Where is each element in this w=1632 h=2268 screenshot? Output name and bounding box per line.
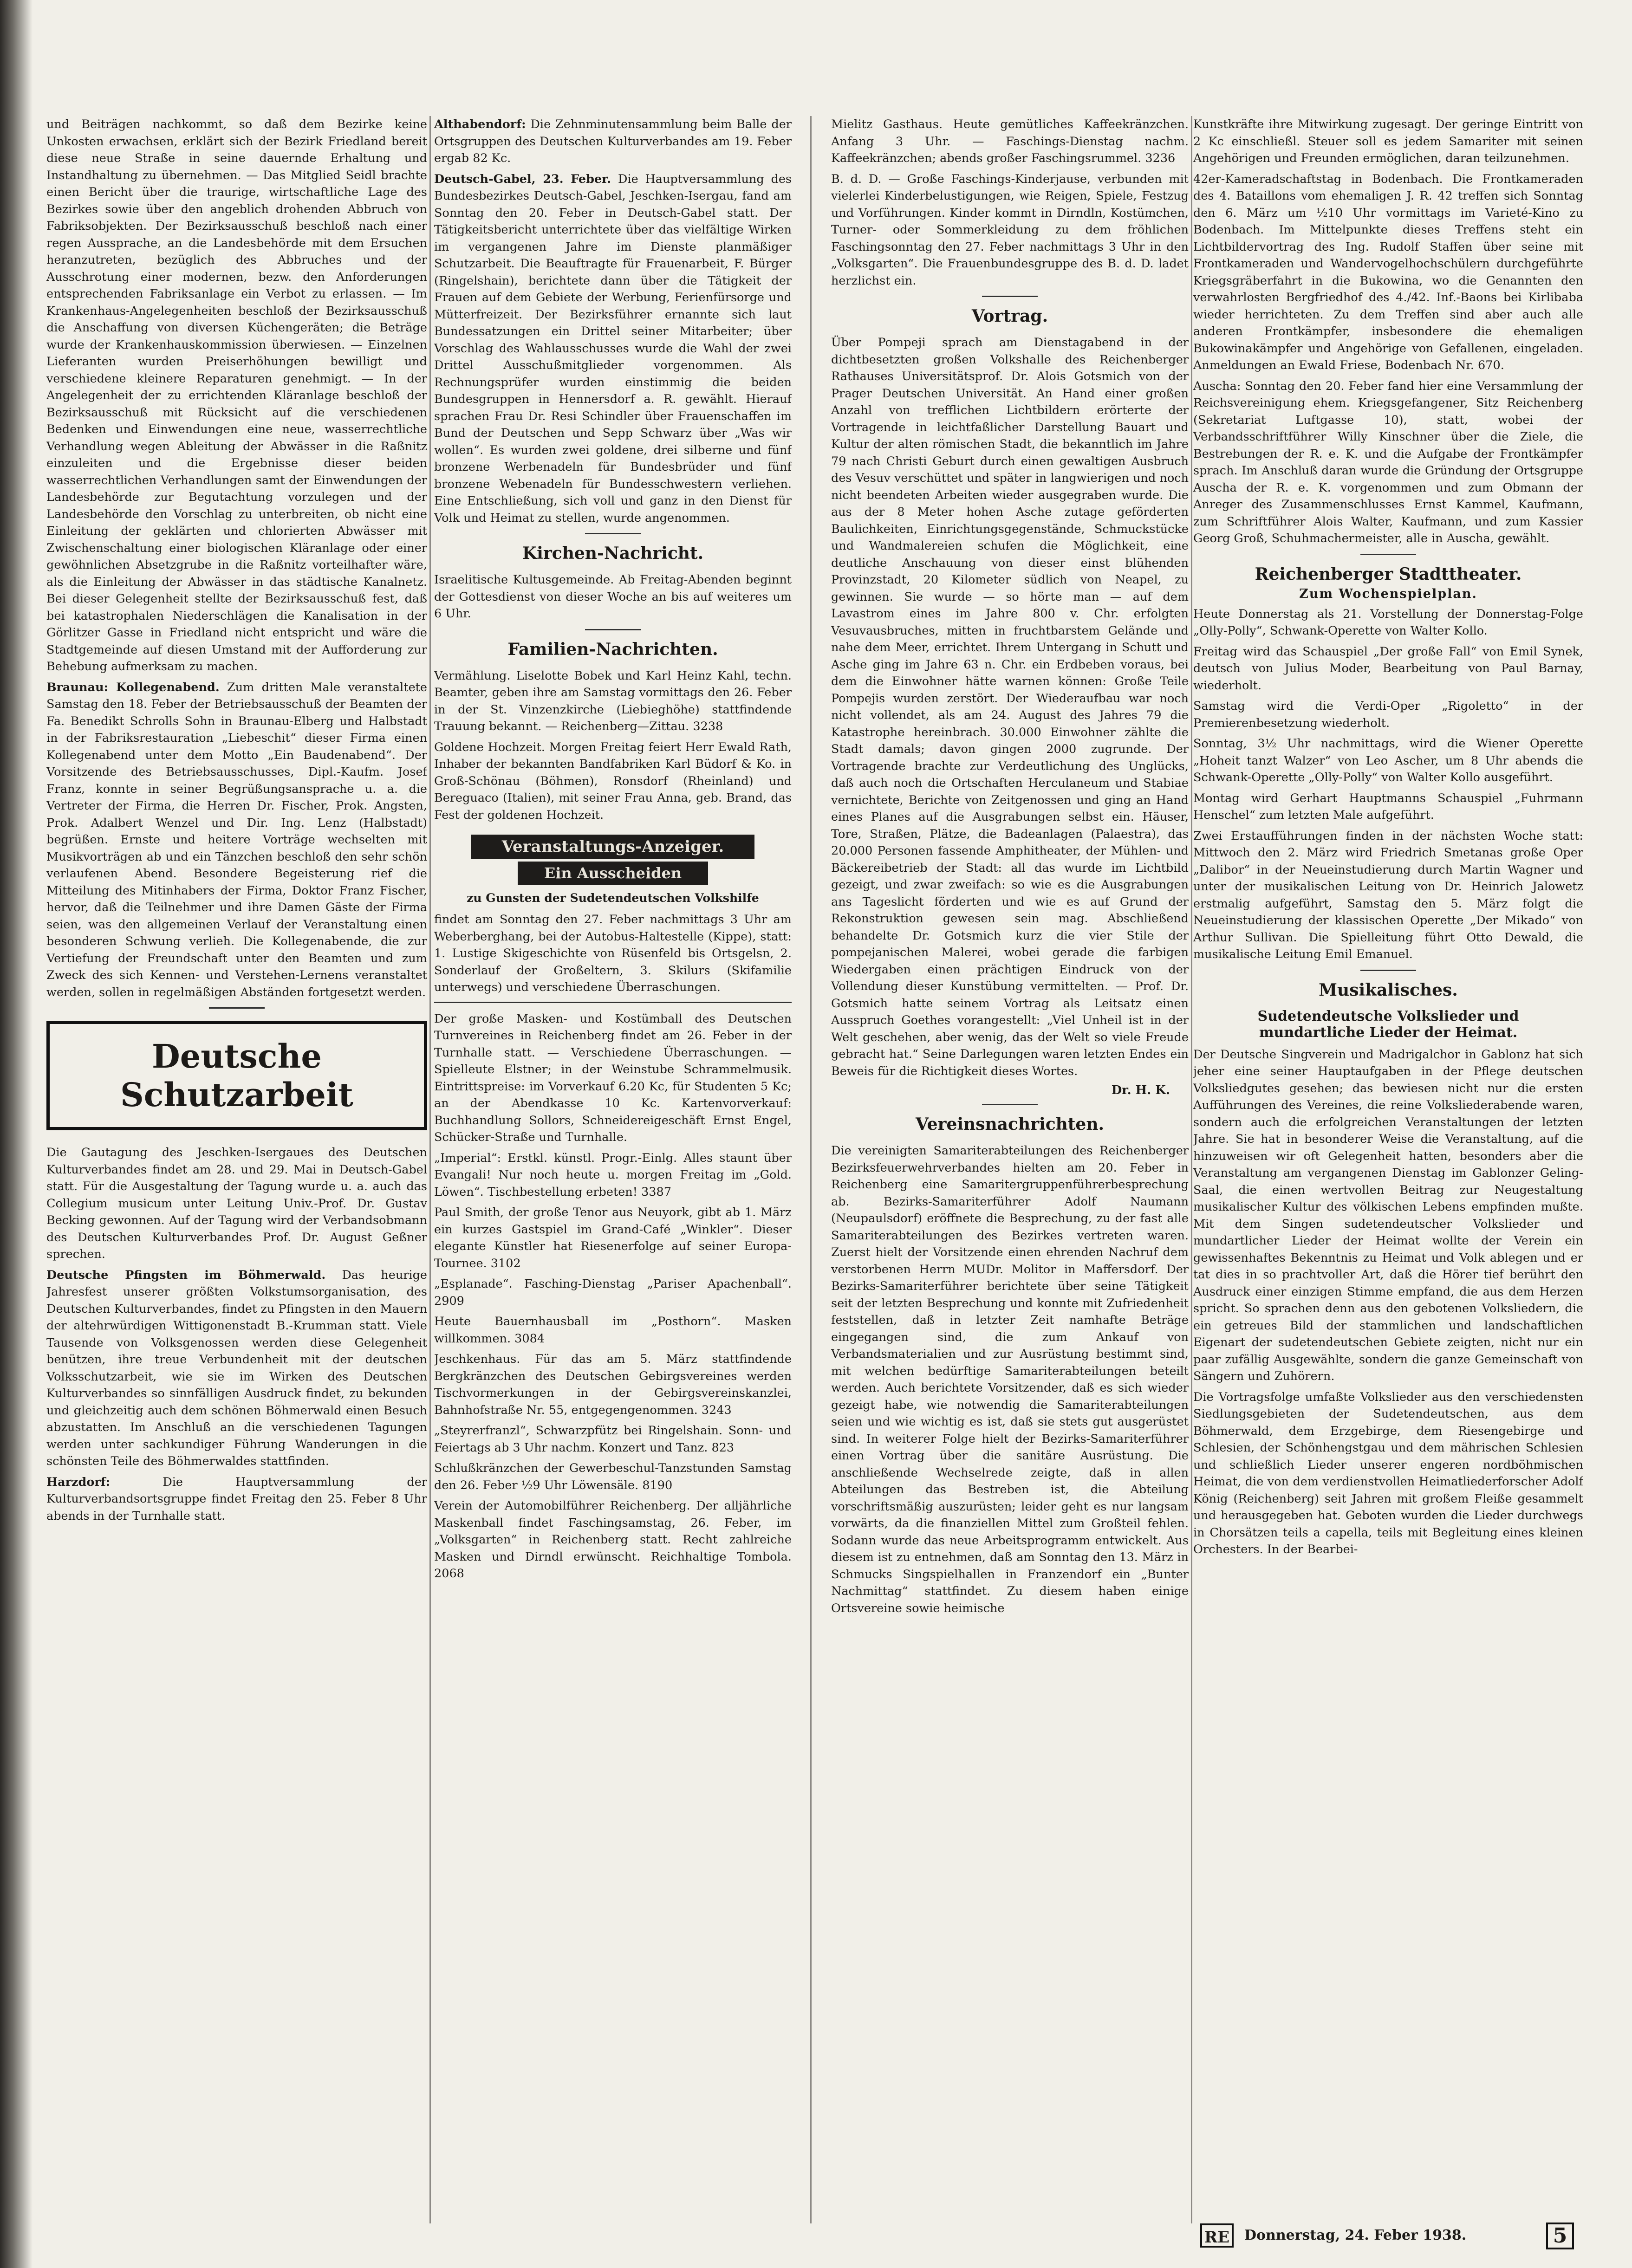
article-braunau-lead: Braunau: Kollegenabend. xyxy=(46,680,220,694)
heading-stadttheater: Reichenberger Stadttheater. xyxy=(1255,564,1522,584)
article-kameradschaftstag: 42er-Kameradschaftstag in Bodenbach. Die Frontkameraden des 4. Bataillons vom ehemaligen J. R. 42 treffen sich Sonntag den 6. März um ½10 Uhr vormittags im Varieté-Kino zu Bodenbach. Im Mittelpunkte dieses Treffens steht ein Lichtbildervortrag des Ing. Rudolf Staffen über seine mit Frontkameraden und Wandervogelhochschülern durchgeführte Kriegsgräberfahrt in die Bukowina, wo die Genannten den verwahrlosten Bergfriedhof des 4./42. Inf.-Baons bei Kirlibaba wieder herrichteten. Zu dem Treffen sind aber auch alle anderen Frontkämpfer, insbesondere die ehemaligen Bukowinakämpfer und Angehörige von Gefallenen, eingeladen. Anmeldungen an Ewald Friese, Bodenbach Nr. 670. xyxy=(1193,172,1583,372)
column-divider xyxy=(429,116,431,2223)
section-box-schutzarbeit xyxy=(46,1021,427,1130)
event-kostuemball: Der große Masken- und Kostümball des Deutschen Turnvereines in Reichenberg findet am 26. Feber in der Turnhalle statt. — Verschiedene Überraschungen. — Spielleute Elstner; in der Weinstube Schrammelmusik. Eintrittspreise: im Vorverkauf 6.20 Kc, für Studenten 5 Kc; an der Abendkasse 10 Kc. Kartenvorverkauf: Buchhandlung Sollors, Schneidereigeschäft Ernst Engel, Schücker-Straße und Turnhalle. xyxy=(434,1011,792,1144)
event-steyrerfranzl: „Steyrerfranzl“, Schwarzpfütz bei Ringelshain. Sonn- und Feiertags ab 3 Uhr nachm. Konzert und Tanz. 823 xyxy=(434,1424,792,1455)
column-divider xyxy=(810,116,812,2223)
event-paul-smith: Paul Smith, der große Tenor aus Neuyork, gibt ab 1. März ein kurzes Gastspiel im Grand-Café „Winkler“. Dieser elegante Künstler hat Riesenerfolge auf seiner Europa-Tournee. 3102 xyxy=(434,1205,792,1270)
article-pfingsten-text: Das heurige Jahresfest unserer größten Volkstumsorganisation, des Deutschen Kulturverbandes, findet zu Pfingsten in den Mauern der altehrwürdigen Wittigonenstadt B.-Krumman statt. Viele Tausende von Volksgenossen werden diese Gelegenheit benützen, ihre treue Verbundenheit mit der deutschen Volksschutzarbeit, wie sie im Wirken des Deutschen Kulturverbandes so sinnfälligen Ausdruck findet, zu bekunden und gleichzeitig auch dem schönen Böhmerwald einen Besuch abzustatten. Im Anschluß an die verschiedenen Tagungen werden unter sachkundiger Führung Wanderungen in die schönsten Teile des Böhmerwaldes stattfinden. xyxy=(46,1268,427,1468)
separator xyxy=(209,1007,265,1009)
heading-musikalisches: Musikalisches. xyxy=(1319,980,1458,1000)
subheading-volkshilfe: zu Gunsten der Sudetendeutschen Volkshilfe xyxy=(467,891,759,905)
subheading-volkslieder-1: Sudetendeutsche Volkslieder und xyxy=(1257,1008,1519,1024)
article-signature: Dr. H. K. xyxy=(1111,1083,1170,1097)
article-althabendorf-lead: Althabendorf: xyxy=(434,117,526,131)
heading-vereinsnachrichten: Vereinsnachrichten. xyxy=(915,1115,1105,1134)
separator xyxy=(982,296,1038,297)
article-braunau-text: Zum dritten Male veranstaltete Samstag den 18. Feber der Betriebsausschuß der Beamten der Fa. Benedikt Schrolls Sohn in Braunau-Elberg und Halbstadt in der Fabriksrestauration „Liebeschit“ dieser Firma einen Kollegenabend unter dem Motto „Ein Baudenabend“. Der Vorsitzende des Betriebsausschusses, Dipl.-Kaufm. Josef Franz, konnte in seiner Begrüßungsansprache u. a. die Vertreter der Firma, die Herren Dr. Fischer, Prok. Angsten, Prok. Adalbert Wenzel und Dir. Ing. Lenz (Halbstadt) begrüßen. Ernste und heitere Vorträge wechselten mit Musikvorträgen ab und ein Tänzchen beschloß den sehr schön verlaufenen Abend. Besondere Begeisterung rief die Mitteilung des Mitinhabers der Firma, Doktor Franz Fischer, hervor, daß die Teilnehmer und ihre Damen Gäste der Firma seien, was den allgemeinen Verlauf der Veranstaltung einen besonderen Schwung verlieh. Die Kollegenabende, die zur Vertiefung der Freundschaft unter den Beamten und zum Zweck des sich Kennen- und Verstehen-Lernens veranstaltet werden, sollen in regelmäßigen Abständen fortgesetzt werden. xyxy=(46,680,427,999)
column-4 xyxy=(1193,116,1583,2158)
issue-date: Donnerstag, 24. Feber 1938. xyxy=(1244,2227,1467,2243)
article-pfingsten-lead: Deutsche Pfingsten im Böhmerwald. xyxy=(46,1268,326,1282)
column-3 xyxy=(831,116,1189,2223)
event-bdd-kinderjause: B. d. D. — Große Faschings-Kinderjause, verbunden mit vielerlei Kinderbelustigungen, wie Reigen, Spiele, Festzug und Vorführungen. Kinder kommt in Dirndln, Kostümchen, Turner- oder Sommerkleidung zu dem fröhlichen Faschingsonntag den 27. Feber nachmittags 3 Uhr in den „Volksgarten“. Die Frauenbundesgruppe des B. d. D. ladet herzlichst ein. xyxy=(831,172,1189,288)
event-weberberghang: findet am Sonntag den 27. Feber nachmittags 3 Uhr am Weberberghang, bei der Autobus-Haltestelle (Kippe), statt: 1. Lustige Skigeschichte von Rüsenfeld bis Ortsgelsn, 2. Sonderlauf der Großeltern, 3. Skilurs (Skifamilie unterwegs) und verschiedene Überraschungen. xyxy=(434,913,792,994)
separator xyxy=(585,533,641,534)
article-samariter-cont: Kunstkräfte ihre Mitwirkung zugesagt. Der geringe Eintritt von 2 Kc einschließl. Steuer soll es jedem Samariter mit seinen Angehörigen und Freunden ermöglichen, daran teilzunehmen. xyxy=(1193,117,1583,165)
article-braunau xyxy=(46,679,427,1001)
heading-veranstaltungs-anzeiger: Veranstaltungs-Anzeiger. xyxy=(471,835,754,859)
separator xyxy=(434,1002,792,1003)
article-althabendorf xyxy=(434,116,792,167)
event-bauernhausball: Heute Bauernhausball im „Posthorn“. Masken willkommen. 3084 xyxy=(434,1315,792,1346)
separator xyxy=(1360,970,1416,971)
article-deutsch-gabel-text: Die Hauptversammlung des Bundesbezirkes Deutsch-Gabel, Jeschken-Isergau, fand am Sonntag den 20. Feber in Deutsch-Gabel statt. Der Tätigkeitsbericht unterrichtete über das vielfältige Wirken im vergangenen Jahre im Dienste planmäßiger Schutzarbeit. Die Beauftragte für Frauenarbeit, F. Bürger (Ringelshain), berichtete dann über die Tätigkeit der Frauen auf dem Gebiete der Werbung, Ferienfürsorge und Mütterfreizeit. Der Bezirksführer ernannte sich laut Bundessatzungen ein Drittel seiner Mitarbeiter; über Vorschlag des Wahlausschusses wurde die Wahl der zwei Drittel Ausschußmitglieder vorgenommen. Als Rechnungsprüfer wurden einstimmig die beiden Bundesgruppen in Hennersdorf a. R. gewählt. Hierauf sprachen Frau Dr. Resi Schindler über Frauenschaffen im Bund der Deutschen und Sepp Schwarz über „Was wir wollen“. Es wurden zwei goldene, drei silberne und fünf bronzene Werbenadeln für Bundesbrüder und fünf bronzene Webenadeln für Bundesschwestern verliehen. Eine Entschließung, sich voll und ganz in den Dienst für Volk und Heimat zu stellen, wurde angenommen. xyxy=(434,172,792,525)
event-automobilfuehrer: Verein der Automobilführer Reichenberg. Der alljährliche Maskenball findet Faschingsamstag, 26. Feber, im „Volksgarten“ in Reichenberg statt. Recht zahlreiche Masken und Dirndl erwünscht. Reichhaltige Tombola. 2068 xyxy=(434,1499,792,1581)
notice-vermaehlung: Vermählung. Liselotte Bobek und Karl Heinz Kahl, techn. Beamter, geben ihre am Samstag vormittags den 26. Feber in der St. Vinzenzkirche (Liebieghöhe) stattfindende Trauung bekannt. — Reichenberg—Zittau. 3238 xyxy=(434,668,792,733)
heading-familien-nachrichten: Familien-Nachrichten. xyxy=(507,639,718,659)
section-title-schutzarbeit: Deutsche Schutzarbeit xyxy=(120,1037,353,1114)
article-harzdorf-text: Die Hauptversammlung der Kulturverbandsortsgruppe findet Freitag den 25. Feber 8 Uhr abends in der Turnhalle statt. xyxy=(46,1475,427,1523)
heading-vortrag: Vortrag. xyxy=(971,306,1048,326)
article-pfingsten xyxy=(46,1267,427,1470)
article-vortragsfolge: Die Vortragsfolge umfaßte Volkslieder aus den verschiedensten Siedlungsgebieten der Sudetendeutschen, aus dem Böhmerwald, dem Erzgebirge, dem Riesengebirge und Schlesien, der Schönhengstgau und dem mährischen Schlesien und schließlich Lieder unserer engeren nordböhmischen Heimat, die von dem verdienstvollen Heimatliederforscher Adolf König (Reichenberg) seit Jahren mit großem Fleiße gesammelt und herausgegeben hat. Geboten wurden die Lieder durchwegs in Chorsätzen teils a capella, teils mit Begleitung eines kleinen Orchesters. In der Bearbei- xyxy=(1193,1390,1583,1556)
article-harzdorf xyxy=(46,1474,427,1525)
column-1 xyxy=(46,116,427,2223)
notice-goldene-hochzeit: Goldene Hochzeit. Morgen Freitag feiert Herr Ewald Rath, Inhaber der bekannten Bandfabriken Karl Büdorf & Ko. in Groß-Schönau (Böhmen), Ronsdorf (Rheinland) und Bereguaco (Italien), mit seiner Frau Anna, geb. Brand, das Fest der goldenen Hochzeit. xyxy=(434,740,792,822)
theater-sonntag: Sonntag, 3½ Uhr nachmittags, wird die Wiener Operette „Hoheit tanzt Walzer“ von Leo Ascher, um 8 Uhr abends die Schwank-Operette „Olly-Polly“ von Walter Kollo ausgeführt. xyxy=(1193,737,1583,784)
article-gautagung: Die Gautagung des Jeschken-Isergaues des Deutschen Kulturverbandes findet am 28. und 29. Mai in Deutsch-Gabel statt. Für die Ausgestaltung der Tagung wurde u. a. auch das Collegium musicum unter Leitung Univ.-Prof. Dr. Gustav Becking gewonnen. Auf der Tagung wird der Verbandsobmann des Deutschen Kulturverbandes Prof. Dr. August Geßner sprechen. xyxy=(46,1146,427,1261)
theater-montag: Montag wird Gerhart Hauptmanns Schauspiel „Fuhrmann Henschel“ zum letzten Male aufgeführt. xyxy=(1193,791,1583,822)
article-althabendorf-text: Die Zehnminutensammlung beim Balle der Ortsgruppen des Deutschen Kulturverbandes am 19. Feber ergab 82 Kc. xyxy=(434,117,792,165)
heading-kirchen-nachricht: Kirchen-Nachricht. xyxy=(522,544,704,563)
column-2 xyxy=(434,116,792,2223)
column-divider xyxy=(1191,116,1192,2223)
article-singverein: Der Deutsche Singverein und Madrigalchor in Gablonz hat sich jeher eine seiner Hauptaufgaben in der Pflege deutschen Volksliedgutes gesehen; das bewiesen nicht nur die ersten Aufführungen des Vereines, die reine Volksliederabende waren, sondern auch die erfolgreichen Veranstaltungen der letzten Jahre. Sie hat in besonderer Weise die Veranstaltung, auf die hinzuweisen wir oft Gelegenheit hatten, besonders aber die Veranstaltung am vergangenen Dienstag im Gablonzer Geling-Saal, die einen wertvollen Beitrag zur Neugestaltung musikalischer Kultur des völkischen Lebens empfinden mußte. Mit dem Singen sudetendeutscher Volkslieder und mundartlicher Lieder der Heimat wollte der Verein ein gewissenhaftes Bekenntnis zu Heimat und Volk ablegen und er tat dies in so prachtvoller Art, daß die Hörer tief berührt den Ausdruck einer einzigen Stimme empfand, die aus dem Herzen spricht. So sprachen denn aus den gebotenen Volksliedern, die ein getreues Bild der stammlichen und landschaftlichen Eigenart der sudetendeutschen Gebiete zeigten, nicht nur ein paar zufällig Ausgewählte, sondern die ganze Gemeinschaft von Sängern und Zuhörern. xyxy=(1193,1047,1583,1383)
event-esplanade: „Esplanade“. Fasching-Dienstag „Pariser Apachenball“. 2909 xyxy=(434,1277,792,1308)
article-auscha: Auscha: Sonntag den 20. Feber fand hier eine Versammlung der Reichsvereinigung ehem. Kriegsgefangener, Sitz Reichenberg (Sekretariat Luftgasse 10), statt, wobei der Verbandsschriftführer Willy Kinschner über die Ziele, die Bestrebungen der R. e. K. und die Aufgabe der Frontkämpfer sprach. Im Anschluß daran wurde die Gründung der Ortsgruppe Auscha der R. e. K. vorgenommen und zum Obmann der Anreger des Zusammenschlusses Ernst Kammel, Kaufmann, zum Schriftführer Alois Walter, Kaufmann, und zum Kassier Georg Groß, Schuhmachermeister, alle in Auscha, gewählt. xyxy=(1193,379,1583,545)
heading-ausscheiden: Ein Ausscheiden xyxy=(518,862,708,885)
theater-samstag: Samstag wird die Verdi-Oper „Rigoletto“ in der Premierenbesetzung wiederholt. xyxy=(1193,699,1583,730)
article-deutsch-gabel xyxy=(434,171,792,527)
article-deutsch-gabel-lead: Deutsch-Gabel, 23. Feber. xyxy=(434,172,611,186)
article-samariter: Die vereinigten Samariterabteilungen des Reichenberger Bezirksfeuerwehrverbandes hielten am 20. Feber in Reichenberg eine Samaritergruppenführerbesprechung ab. Bezirks-Samariterführer Adolf Naumann (Neupaulsdorf) eröffnete die Besprechung, zu der fast alle Samariterabteilungen des Bezirkes vertreten waren. Zuerst hielt der Vorsitzende einen ehrenden Nachruf dem verstorbenen Herrn MUDr. Molitor in Maffersdorf. Der Bezirks-Samariterführer berichtete über seine Tätigkeit seit der letzten Besprechung und konnte mit Zufriedenheit feststellen, daß in letzter Zeit namhafte Beträge eingegangen sind, die zum Ankauf von Verbandsmaterialien und zur Ausrüstung bestimmt sind, mit welchen bedürftige Samariterabteilungen beteilt werden. Auch berichtete Vorsitzender, daß es sich wieder gezeigt habe, wie notwendig die Samariterabteilungen seien und wie wichtig es ist, daß sie stets gut ausgerüstet sind. In weiterer Folge hielt der Bezirks-Samariterführer einen Vortrag über die sanitäre Ausrüstung. Die anschließende Wechselrede zeigte, daß in allen Abteilungen das Bestreben ist, die Abteilung vorschriftsmäßig auszurüsten; leider geht es nur langsam vorwärts, da die finanziellen Mittel zum Großteil fehlen. Sodann wurde das neue Arbeitsprogramm entwickelt. Aus diesem ist zu entnehmen, daß am Sonntag den 13. März in Schmucks Singspielhallen in Franzendorf ein „Bunter Nachmittag“ stattfindet. Zu diesem haben einige Ortsvereine sowie heimische xyxy=(831,1144,1189,1615)
article-pompeji: Über Pompeji sprach am Dienstagabend in der dichtbesetzten großen Volkshalle des Reichenberger Rathauses Universitätsprof. Dr. Alois Gotsmich von der Prager Deutschen Universität. An Hand einer großen Anzahl von trefflichen Lichtbildern erörterte der Vortragende in leichtfaßlicher Darstellung Bauart und Kultur der alten römischen Stadt, die bekanntlich im Jahre 79 nach Christi Geburt durch einen gewaltigen Ausbruch des Vesuv verschüttet und später in langwierigen und noch nicht beendeten Arbeiten wieder ausgegraben wurde. Die aus der 8 Meter hohen Asche zutage geförderten Baulichkeiten, Einrichtungsgegenstände, Schmuckstücke und Wandmalereien schufen die Möglichkeit, eine deutliche Anschauung von dieser einst blühenden Provinzstadt, 20 Kilometer südlich von Neapel, zu gewinnen. Sie wurde — so hörte man — auf dem Lavastrom eines im Jahre 800 v. Chr. erfolgten Vesuvausbruches, mitten in fruchtbarstem Gelände und nahe dem Meer, errichtet. Ihrem Untergang in Schutt und Asche ging im Jahre 63 n. Chr. ein Erdbeben voraus, bei dem die Einwohner hätte warnen können: Große Teile Pompejis wurden zerstört. Der Wiederaufbau war noch nicht vollendet, als am 24. August des Jahres 79 die Katastrophe hereinbrach. 30.000 Einwohner zählte die Stadt damals; davon gingen 2000 zugrunde. Der Vortragende brachte zur Verdeutlichung des Unglücks, daß auch noch die Ortschaften Herculaneum und Stabiae vernichtete, Berichte von Zeitgenossen und ging an Hand eines Planes auf die Ausgrabungen selbst ein. Häuser, Tore, Straßen, Plätze, die Badeanlagen (Palaestra), das 20.000 Personen fassende Amphitheater, der Mühlen- und Bäckereibetrieb der Stadt: all das wurde im Lichtbild gezeigt, und zwar zweifach: so wie es die Ausgrabungen ans Tageslicht förderten und wie es auf Grund der Rekonstruktion gewesen sein mag. Abschließend behandelte Dr. Gotsmich kurz die vier Stile der pompejanischen Malerei, wobei gerade die farbigen Wiedergaben einen prächtigen Eindruck von der Vollendung dieser Kunstübung vermittelten. — Prof. Dr. Gotsmich hatte seinem Vortrag als Leitsatz einen Ausspruch Goethes vorangestellt: „Viel Unheil ist in der Welt geschehen, aber wenig, das der Welt so viele Freude gebracht hat.“ Seine Darlegungen waren letzten Endes ein Beweis für die Richtigkeit dieses Wortes. xyxy=(831,336,1189,1078)
separator xyxy=(1360,554,1416,555)
theater-donnerstag: Heute Donnerstag als 21. Vorstellung der Donnerstag-Folge „Olly-Polly“, Schwank-Operette von Walter Kollo. xyxy=(1193,607,1583,638)
article-harzdorf-lead: Harzdorf: xyxy=(46,1475,111,1489)
page-footer xyxy=(1200,2223,1586,2251)
theater-freitag: Freitag wird das Schauspiel „Der große Fall“ von Emil Synek, deutsch von Julius Moder, Bearbeitung von Paul Barnay, wiederholt. xyxy=(1193,644,1583,693)
separator xyxy=(585,629,641,630)
subheading-wochenspielplan: Zum Wochenspielplan. xyxy=(1299,586,1477,601)
event-imperial: „Imperial“: Erstkl. künstl. Progr.-Einlg. Alles staunt über Evangali! Nur noch heute u. morgen Freitag im „Gold. Löwen“. Tischbestellung erbeten! 3387 xyxy=(434,1151,792,1199)
theater-erstauffuehrungen: Zwei Erstaufführungen finden in der nächsten Woche statt: Mittwoch den 2. März wird Friedrich Smetanas große Oper „Dalibor“ in der Neueinstudierung durch Martin Wagner und unter der musikalischen Leitung von Dr. Heinrich Jalowetz erstmalig aufgeführt, Samstag den 5. März folgt die Neueinstudierung der klassischen Operette „Der Mikado“ von Arthur Sullivan. Die Spielleitung führt Otto Dewald, die musikalische Leitung Emil Emanuel. xyxy=(1193,829,1583,961)
publication-logo: RE xyxy=(1200,2223,1234,2248)
article-kultusgemeinde: Israelitische Kultusgemeinde. Ab Freitag-Abenden beginnt der Gottesdienst von dieser Woche an bis auf weiteres um 6 Uhr. xyxy=(434,573,792,621)
article-bezirk-text: und Beiträgen nachkommt, so daß dem Bezirke keine Unkosten erwachsen, erklärt sich der Bezirk Friedland bereit diese neue Straße in seine dauernde Erhaltung und Instandhaltung zu übernehmen. — Das Mitglied Seidl brachte einen Bericht über die traurige, wirtschaftliche Lage des Bezirkes sowie über den angeblich drohenden Abbruch von Fabriksobjekten. Der Bezirksausschuß beschloß nach einer regen Aussprache, an die Landesbehörde mit dem Ersuchen heranzutreten, bezüglich des Abbruches und der Ausschrotung einer modernen, bezw. den Anforderungen entsprechenden Fabriksanlage ein Verbot zu erlassen. — Im Krankenhaus-Angelegenheiten beschloß der Bezirksausschuß die Anschaffung von diversen Küchengeräten; die Beträge wurde der Krankenhauskommission überwiesen. — Einzelnen Lieferanten wurden Preiserhöhungen bewilligt und verschiedene kleinere Reparaturen genehmigt. — In der Angelegenheit der zu errichtenden Kläranlage beschloß der Bezirksausschuß mit Rücksicht auf die verschiedenen Bedenken und Einwendungen eine neue, wasserrechtliche Verhandlung wegen Ableitung der Abwässer in die Raßnitz einzuleiten und die Ergebnisse dieser beiden wasserrechtlichen Verhandlungen samt der Einwendungen der Landesbehörde zur Begutachtung vorzulegen und der Landesbehörde den Vorschlag zu unterbreiten, ob nicht eine Einleitung der geklärten und chlorierten Abwässer mit Zwischenschaltung einer biologischen Kläranlage oder einer gewöhnlichen Absetzgrube in die Raßnitz vorteilhafter wäre, als die Einleitung der Abwässer in das städtische Kanalnetz. Bei dieser Gelegenheit stellte der Bezirksausschuß fest, daß bei katastrophalen Niederschlägen die Kanalisation in der Görlitzer Gasse in Friedland nicht entspricht und wäre die Stadtgemeinde auf diesen Umstand mit der Aufforderung zur Behebung aufmerksam zu machen. xyxy=(46,117,427,674)
page-number: 5 xyxy=(1546,2223,1574,2249)
event-mielitz-gasthaus: Mielitz Gasthaus. Heute gemütliches Kaffeekränzchen. Anfang 3 Uhr. — Faschings-Dienstag nachm. Kaffeekränzchen; abends großer Faschingsrummel. 3236 xyxy=(831,117,1189,165)
separator xyxy=(982,1104,1038,1105)
scan-edge-shadow xyxy=(0,0,33,2268)
event-jeschkenhaus: Jeschkenhaus. Für das am 5. März stattfindende Bergkränzchen des Deutschen Gebirgsvereines werden Tischvormerkungen in der Gebirgsvereinskanzlei, Bahnhofstraße Nr. 55, entgegengenommen. 3243 xyxy=(434,1352,792,1417)
subheading-volkslieder-2: mundartliche Lieder der Heimat. xyxy=(1259,1024,1518,1041)
event-schlusskraenzchen: Schlußkränzchen der Gewerbeschul-Tanzstunden Samstag den 26. Feber ½9 Uhr Löwensäle. 8190 xyxy=(434,1461,792,1492)
